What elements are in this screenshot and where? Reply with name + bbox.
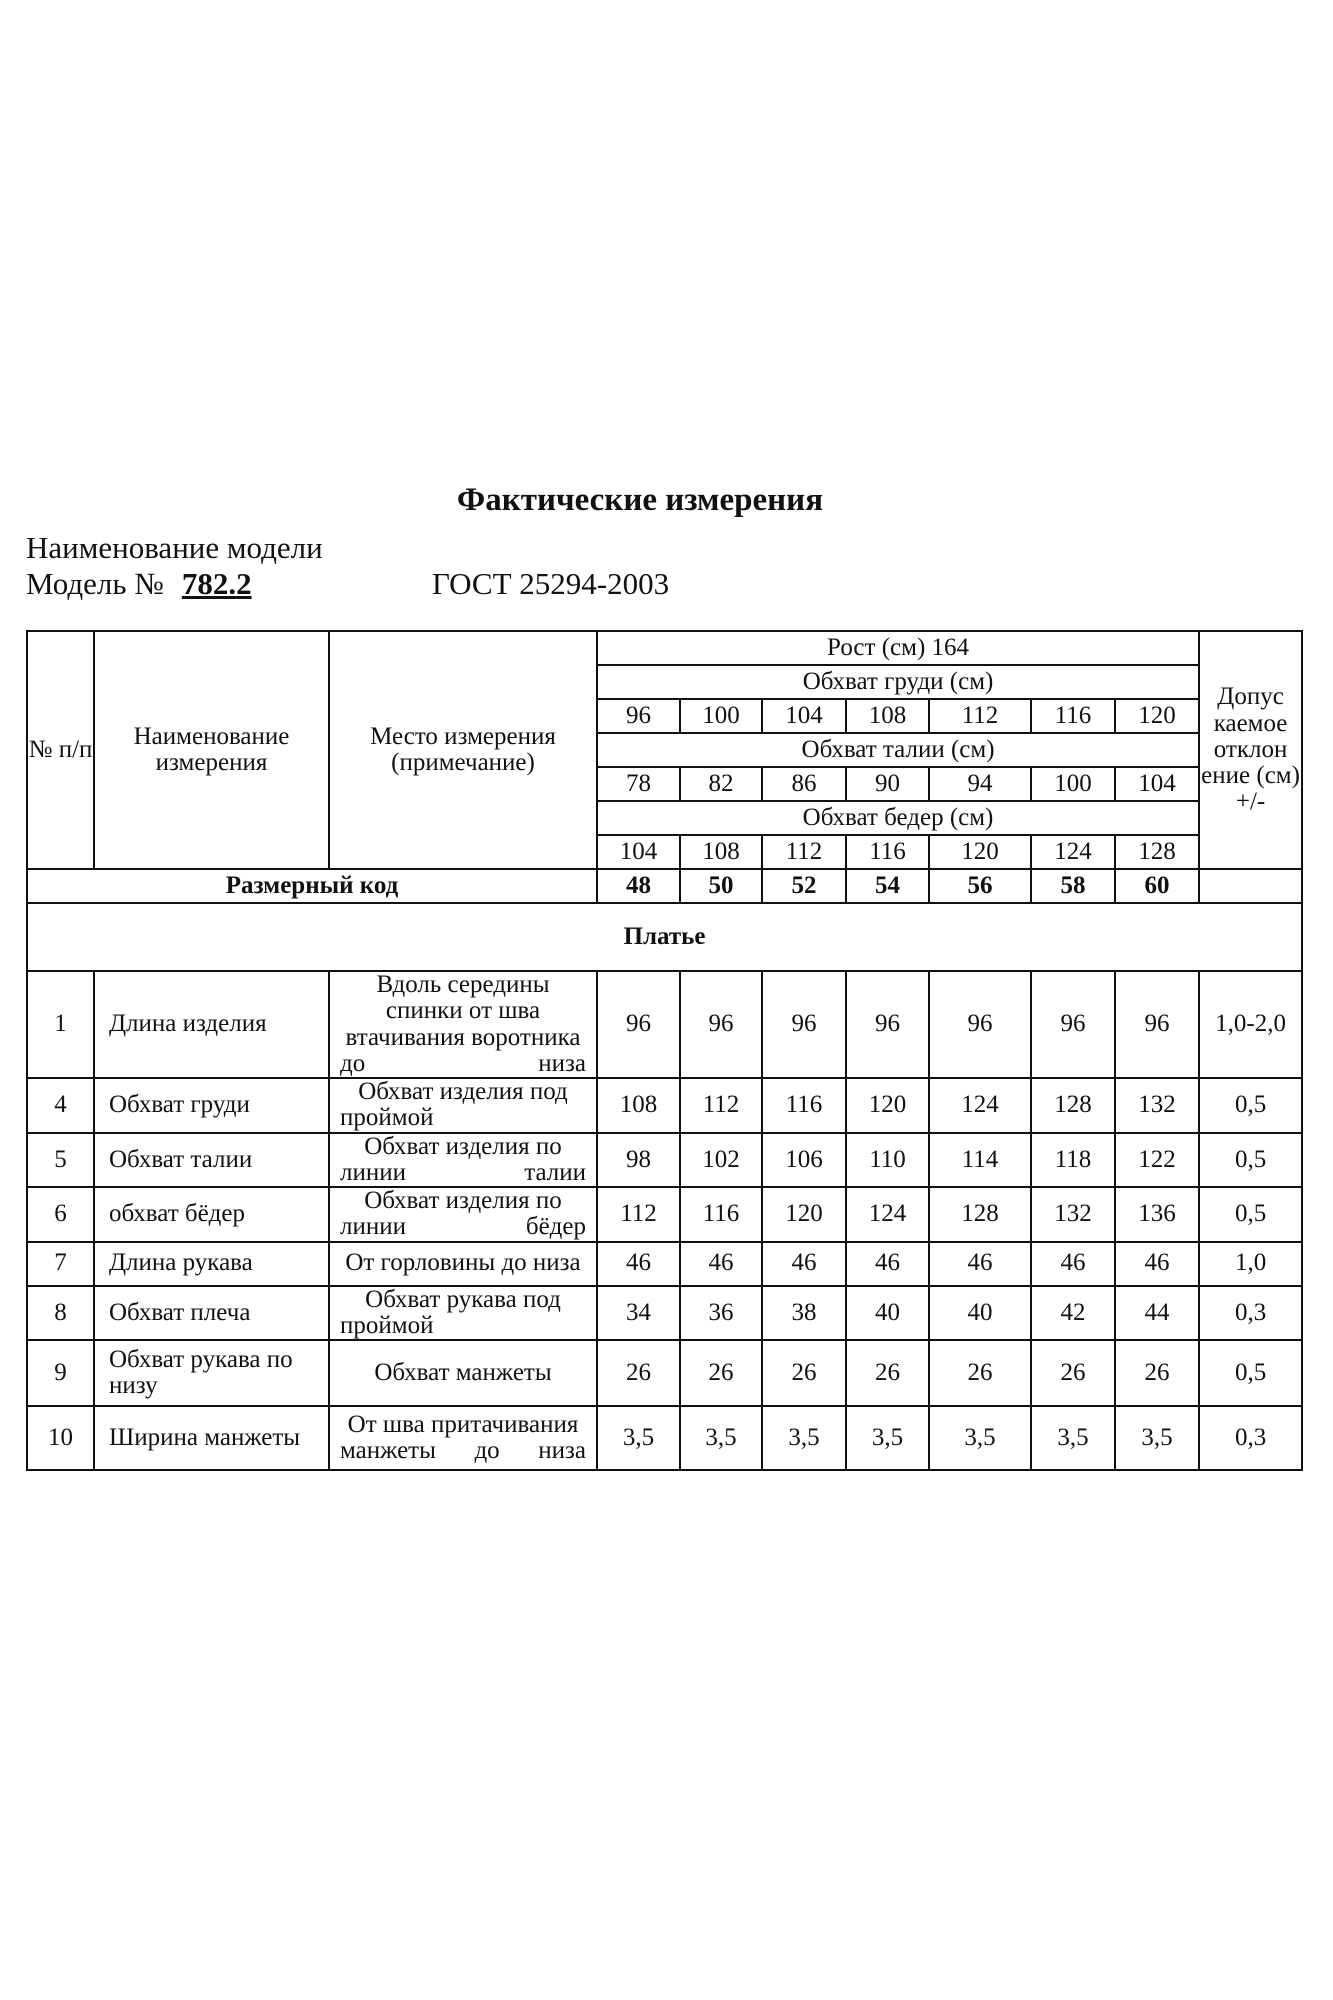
table-row <box>27 971 1302 1078</box>
measurement-value: 116 <box>762 1078 846 1133</box>
measurement-value: 44 <box>1115 1286 1199 1341</box>
chest-value: 116 <box>1031 699 1115 733</box>
measurement-name: Обхват груди <box>94 1078 329 1133</box>
chest-header: Обхват груди (см) <box>597 665 1199 699</box>
waist-value: 86 <box>762 767 846 801</box>
col-place-header: Место измерения (примечание) <box>329 631 597 869</box>
measurement-value: 132 <box>1031 1187 1115 1242</box>
measurement-place: Обхват манжеты <box>329 1340 597 1406</box>
table-row <box>27 1286 1302 1341</box>
model-number: 782.2 <box>181 566 252 601</box>
measurement-value: 26 <box>846 1340 929 1406</box>
hips-value: 104 <box>597 835 680 869</box>
measurement-value: 96 <box>929 971 1031 1078</box>
chest-value: 112 <box>929 699 1031 733</box>
measurement-value: 34 <box>597 1286 680 1341</box>
measurement-name: Длина изделия <box>94 971 329 1078</box>
chest-value: 108 <box>846 699 929 733</box>
measurements-table <box>26 630 1303 1471</box>
row-number: 9 <box>27 1340 94 1406</box>
row-number: 10 <box>27 1406 94 1470</box>
row-number: 8 <box>27 1286 94 1341</box>
table-row <box>27 1340 1302 1406</box>
measurement-value: 26 <box>1115 1340 1199 1406</box>
row-number: 1 <box>27 971 94 1078</box>
size-code-label: Размерный код <box>27 869 597 903</box>
measurement-value: 40 <box>846 1286 929 1341</box>
measurement-place: От шва притачивания манжеты до низа <box>329 1406 597 1470</box>
measurement-place: Обхват изделия по линии талии <box>329 1133 597 1188</box>
measurement-value: 128 <box>1031 1078 1115 1133</box>
measurement-name: Ширина манжеты <box>94 1406 329 1470</box>
table-row <box>27 1078 1302 1133</box>
measurement-value: 46 <box>1031 1242 1115 1286</box>
tolerance-value: 1,0 <box>1199 1242 1302 1286</box>
model-label: Модель № <box>26 566 164 601</box>
measurement-place: Вдоль середины спинки от шва втачивания воротника до низа <box>329 971 597 1078</box>
measurement-value: 116 <box>680 1187 762 1242</box>
waist-value: 82 <box>680 767 762 801</box>
measurement-value: 124 <box>929 1078 1031 1133</box>
measurement-value: 96 <box>1115 971 1199 1078</box>
measurement-value: 40 <box>929 1286 1031 1341</box>
measurement-value: 46 <box>597 1242 680 1286</box>
hips-value: 120 <box>929 835 1031 869</box>
hips-header: Обхват бедер (см) <box>597 801 1199 835</box>
measurement-value: 136 <box>1115 1187 1199 1242</box>
row-number: 5 <box>27 1133 94 1188</box>
measurement-value: 128 <box>929 1187 1031 1242</box>
hips-value: 124 <box>1031 835 1115 869</box>
table-row <box>27 1187 1302 1242</box>
height-header: Рост (см) 164 <box>597 631 1199 665</box>
measurement-value: 106 <box>762 1133 846 1188</box>
waist-value: 90 <box>846 767 929 801</box>
measurement-value: 110 <box>846 1133 929 1188</box>
measurement-value: 46 <box>1115 1242 1199 1286</box>
measurement-value: 42 <box>1031 1286 1115 1341</box>
chest-value: 120 <box>1115 699 1199 733</box>
size-code: 60 <box>1115 869 1199 903</box>
measurement-place: Обхват изделия по линии бёдер <box>329 1187 597 1242</box>
measurement-value: 98 <box>597 1133 680 1188</box>
measurement-value: 46 <box>846 1242 929 1286</box>
table-row <box>27 1406 1302 1470</box>
tolerance-header: Допус каемое отклон ение (см) +/- <box>1199 631 1302 869</box>
measurement-value: 46 <box>680 1242 762 1286</box>
col-name-header: Наименование измерения <box>94 631 329 869</box>
measurement-value: 38 <box>762 1286 846 1341</box>
table-row <box>27 1133 1302 1188</box>
measurement-value: 96 <box>1031 971 1115 1078</box>
measurement-value: 26 <box>1031 1340 1115 1406</box>
measurement-place: Обхват изделия под проймой <box>329 1078 597 1133</box>
tolerance-value: 0,5 <box>1199 1133 1302 1188</box>
row-number: 7 <box>27 1242 94 1286</box>
measurement-value: 3,5 <box>929 1406 1031 1470</box>
row-number: 6 <box>27 1187 94 1242</box>
tolerance-value: 0,3 <box>1199 1286 1302 1341</box>
hips-value: 128 <box>1115 835 1199 869</box>
chest-value: 104 <box>762 699 846 733</box>
hips-value: 112 <box>762 835 846 869</box>
measurement-value: 114 <box>929 1133 1031 1188</box>
waist-value: 94 <box>929 767 1031 801</box>
measurement-value: 132 <box>1115 1078 1199 1133</box>
size-code: 58 <box>1031 869 1115 903</box>
measurement-value: 3,5 <box>762 1406 846 1470</box>
measurement-value: 96 <box>680 971 762 1078</box>
measurement-value: 96 <box>597 971 680 1078</box>
measurement-value: 36 <box>680 1286 762 1341</box>
table-row <box>27 1242 1302 1286</box>
size-code-tolerance-blank <box>1199 869 1302 903</box>
measurement-name: Обхват рукава по низу <box>94 1340 329 1406</box>
tolerance-value: 0,5 <box>1199 1340 1302 1406</box>
waist-value: 104 <box>1115 767 1199 801</box>
size-code: 48 <box>597 869 680 903</box>
measurement-value: 3,5 <box>597 1406 680 1470</box>
measurement-value: 26 <box>929 1340 1031 1406</box>
measurement-value: 118 <box>1031 1133 1115 1188</box>
chest-value: 100 <box>680 699 762 733</box>
tolerance-value: 0,5 <box>1199 1078 1302 1133</box>
gost-standard: ГОСТ 25294-2003 <box>432 566 670 601</box>
hips-value: 116 <box>846 835 929 869</box>
section-title: Платье <box>27 903 1302 971</box>
tolerance-value: 0,5 <box>1199 1187 1302 1242</box>
measurement-value: 3,5 <box>680 1406 762 1470</box>
measurement-value: 26 <box>762 1340 846 1406</box>
tolerance-value: 0,3 <box>1199 1406 1302 1470</box>
measurement-value: 112 <box>597 1187 680 1242</box>
size-code: 54 <box>846 869 929 903</box>
tolerance-value: 1,0-2,0 <box>1199 971 1302 1078</box>
measurement-place: Обхват рукава под проймой <box>329 1286 597 1341</box>
size-code: 56 <box>929 869 1031 903</box>
col-no-header: № п/п <box>27 631 94 869</box>
measurement-name: Обхват плеча <box>94 1286 329 1341</box>
measurement-value: 26 <box>597 1340 680 1406</box>
measurement-value: 120 <box>762 1187 846 1242</box>
measurement-value: 46 <box>762 1242 846 1286</box>
measurement-value: 46 <box>929 1242 1031 1286</box>
waist-header: Обхват талии (см) <box>597 733 1199 767</box>
measurement-value: 26 <box>680 1340 762 1406</box>
measurement-value: 120 <box>846 1078 929 1133</box>
page-title: Фактические измерения <box>456 482 824 518</box>
chest-value: 96 <box>597 699 680 733</box>
measurement-value: 3,5 <box>1031 1406 1115 1470</box>
model-name-label: Наименование модели <box>26 530 323 565</box>
measurement-value: 96 <box>846 971 929 1078</box>
measurement-name: Обхват талии <box>94 1133 329 1188</box>
hips-value: 108 <box>680 835 762 869</box>
measurement-name: обхват бёдер <box>94 1187 329 1242</box>
measurement-value: 102 <box>680 1133 762 1188</box>
measurement-value: 3,5 <box>1115 1406 1199 1470</box>
size-code: 50 <box>680 869 762 903</box>
model-line <box>26 566 252 602</box>
waist-value: 100 <box>1031 767 1115 801</box>
measurement-value: 96 <box>762 971 846 1078</box>
waist-value: 78 <box>597 767 680 801</box>
measurement-value: 112 <box>680 1078 762 1133</box>
row-number: 4 <box>27 1078 94 1133</box>
measurement-value: 124 <box>846 1187 929 1242</box>
measurement-value: 3,5 <box>846 1406 929 1470</box>
measurement-value: 108 <box>597 1078 680 1133</box>
measurement-name: Длина рукава <box>94 1242 329 1286</box>
measurement-value: 122 <box>1115 1133 1199 1188</box>
measurement-place: От горловины до низа <box>329 1242 597 1286</box>
size-code: 52 <box>762 869 846 903</box>
